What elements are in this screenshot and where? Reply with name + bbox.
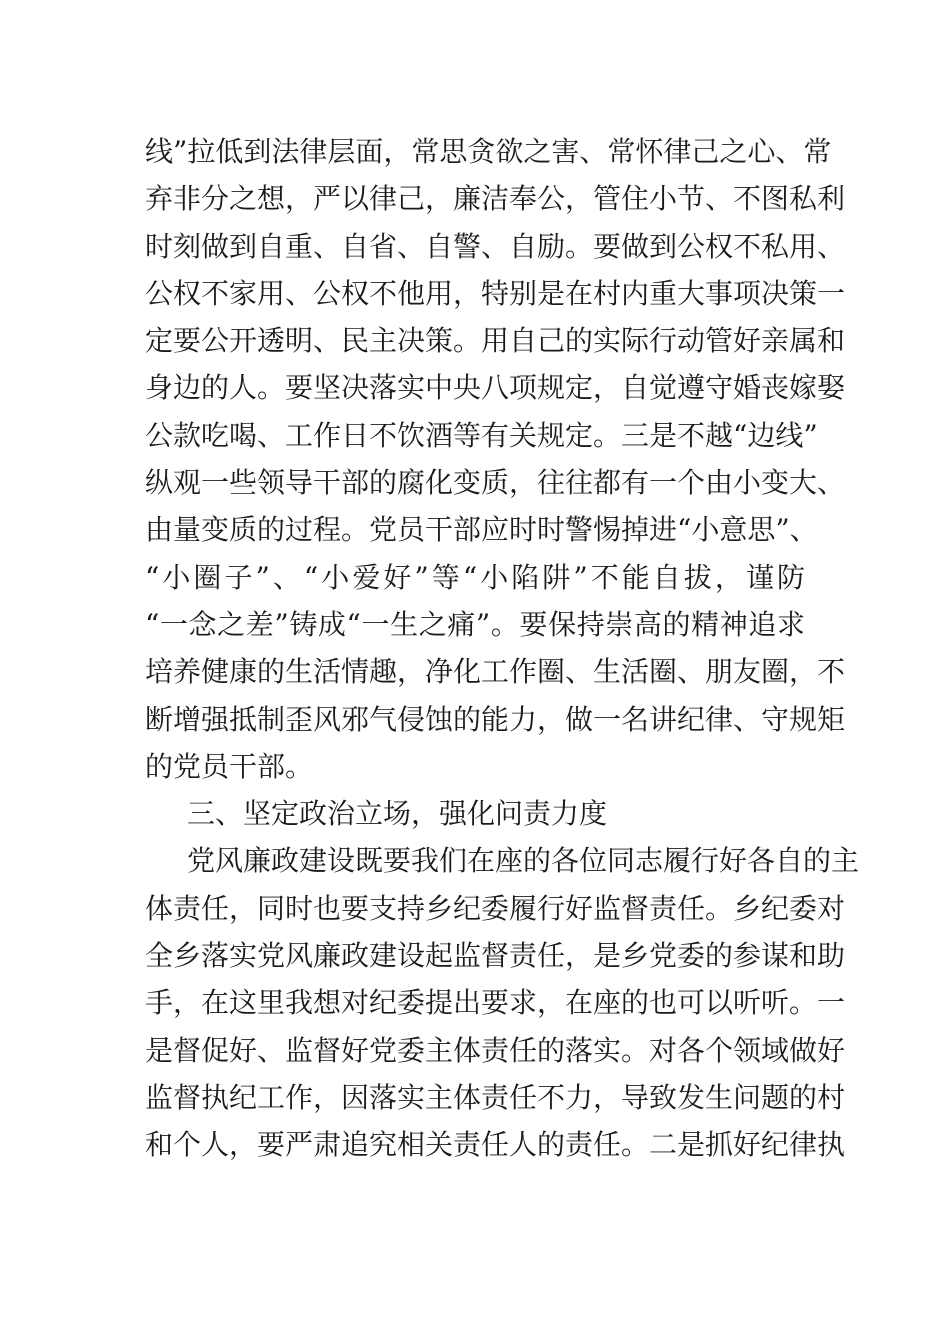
text-line: 全乡落实党风廉政建设起监督责任，是乡党委的参谋和助	[145, 939, 846, 973]
text-line: 培养健康的生活情趣，净化工作圈、生活圈、朋友圈，不	[145, 655, 846, 689]
text-line: 纵观一些领导干部的腐化变质，往往都有一个由小变大、	[145, 466, 846, 500]
text-line: 监督执纪工作，因落实主体责任不力，导致发生问题的村	[145, 1080, 846, 1114]
text-line: 弃非分之想，严以律己，廉洁奉公，管住小节、不图私利	[145, 182, 846, 216]
document-body	[145, 128, 860, 1169]
text-line: 和个人，要严肃追究相关责任人的责任。二是抓好纪律执	[145, 1128, 846, 1162]
text-line: 体责任，同时也要支持乡纪委履行好监督责任。乡纪委对	[145, 891, 846, 925]
text-line: 的党员干部。	[145, 749, 314, 783]
text-line: 定要公开透明、民主决策。用自己的实际行动管好亲属和	[145, 324, 846, 358]
text-line: 线”拉低到法律层面，常思贪欲之害、常怀律己之心、常	[145, 135, 832, 168]
text-line: 公权不家用、公权不他用，特别是在村内重大事项决策一	[145, 276, 846, 310]
text-line: 手，在这里我想对纪委提出要求，在座的也可以听听。一	[145, 986, 846, 1020]
text-line: 由量变质的过程。党员干部应时时警惕掉进“小意思”、	[145, 513, 818, 547]
text-line: 时刻做到自重、自省、自警、自励。要做到公权不私用、	[145, 229, 846, 263]
text-line: 是督促好、监督好党委主体责任的落实。对各个领域做好	[145, 1033, 846, 1067]
text-line: 公款吃喝、工作日不饮酒等有关规定。三是不越“边线”	[145, 418, 818, 452]
text-line: “小圈子”、“小爱好”等“小陷阱”不能自拔，谨防	[145, 560, 805, 594]
text-line: 身边的人。要坚决落实中央八项规定，自觉遵守婚丧嫁娶	[145, 371, 846, 405]
text-line: 断增强抵制歪风邪气侵蚀的能力，做一名讲纪律、守规矩	[145, 702, 846, 736]
section-heading: 三、坚定政治立场，强化问责力度	[187, 797, 608, 831]
text-line: 党风廉政建设既要我们在座的各位同志履行好各自的主	[187, 844, 860, 878]
text-line: “一念之差”铸成“一生之痛”。要保持崇高的精神追求	[145, 607, 805, 641]
